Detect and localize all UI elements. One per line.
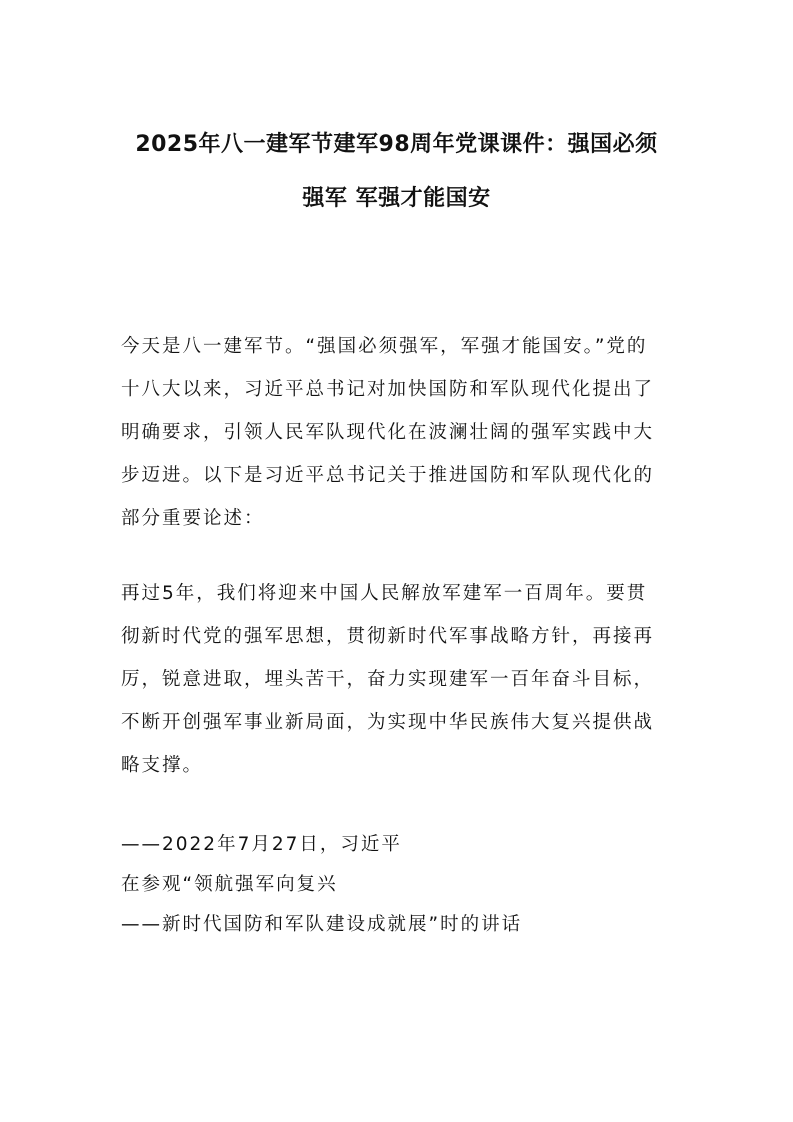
attribution <box>121 825 681 945</box>
title-line: 2025年八一建军节建军98周年党课课件：强国必须 <box>135 132 658 157</box>
paragraph-line: 部分重要论述： <box>121 508 265 529</box>
paragraph-line: 再过5年，我们将迎来中国人民解放军建军一百周年。要贯 <box>121 583 648 604</box>
attribution-line: ——2022年7月27日，习近平 <box>121 834 402 855</box>
title-line: 强军 军强才能国安 <box>302 186 491 211</box>
paragraph-line: 彻新时代党的强军思想，贯彻新时代军事战略方针，再接再 <box>121 626 655 647</box>
paragraph-line: 明确要求，引领人民军队现代化在波澜壮阔的强军实践中大 <box>121 422 655 443</box>
paragraph-intro <box>121 325 681 540</box>
paragraph-line: 厉，锐意进取，埋头苦干，奋力实现建军一百年奋斗目标， <box>121 669 655 690</box>
paragraph-line: 不断开创强军事业新局面，为实现中华民族伟大复兴提供战 <box>121 712 655 733</box>
paragraph-line: 步迈进。以下是习近平总书记关于推进国防和军队现代化的 <box>121 465 655 486</box>
document-title <box>100 118 693 226</box>
paragraph-line: 略支撑。 <box>121 755 204 776</box>
paragraph-quote <box>121 572 681 787</box>
attribution-line: 在参观“领航强军向复兴 <box>121 874 338 895</box>
paragraph-line: 今天是八一建军节。“强国必须强军，军强才能国安。”党的 <box>121 336 648 357</box>
paragraph-line: 十八大以来，习近平总书记对加快国防和军队现代化提出了 <box>121 379 655 400</box>
attribution-line: ——新时代国防和军队建设成就展”时的讲话 <box>121 914 523 935</box>
